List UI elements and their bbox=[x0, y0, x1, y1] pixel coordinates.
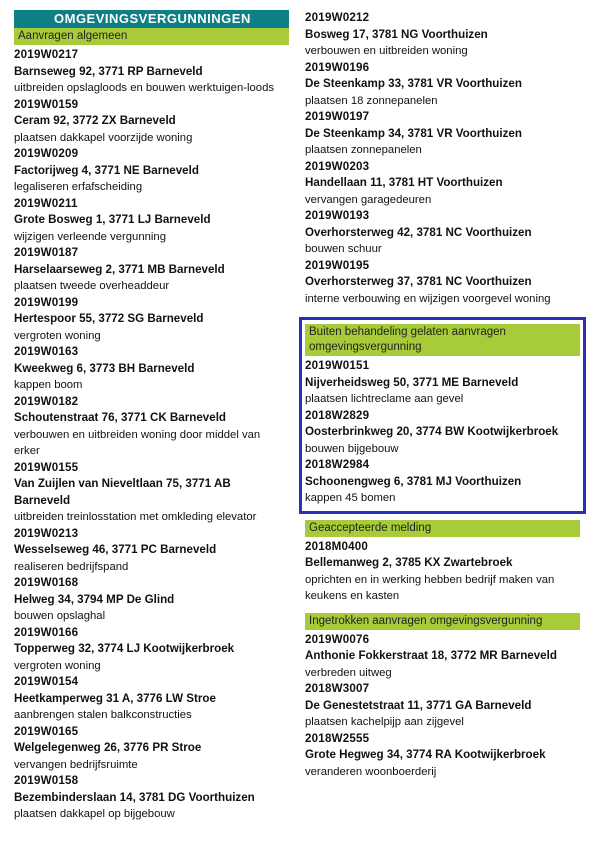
left-column bbox=[14, 10, 289, 823]
permit-code: 2018W2829 bbox=[305, 408, 370, 422]
entries-melding bbox=[305, 539, 580, 605]
permit-description: plaatsen kachelpijp aan zijgevel bbox=[305, 716, 464, 728]
section-banner: OMGEVINGSVERGUNNINGEN bbox=[14, 10, 289, 28]
list-item bbox=[305, 681, 580, 731]
list-item bbox=[305, 408, 580, 458]
permit-description: kappen 45 bomen bbox=[305, 492, 396, 504]
list-item bbox=[14, 97, 289, 147]
permit-address: Overhorsterweg 37, 3781 NC Voorthuizen bbox=[305, 275, 532, 288]
permit-description: vergroten woning bbox=[14, 659, 101, 672]
permit-code: 2019W0211 bbox=[14, 196, 78, 210]
permit-address: Helweg 34, 3794 MP De Glind bbox=[14, 592, 175, 606]
permit-description: realiseren bedrijfspand bbox=[14, 560, 129, 573]
permit-description: interne verbouwing en wijzigen voorgevel woning bbox=[305, 292, 551, 305]
list-item bbox=[305, 208, 580, 258]
permit-address: Nijverheidsweg 50, 3771 ME Barneveld bbox=[305, 375, 519, 389]
list-item bbox=[305, 632, 580, 682]
list-item bbox=[14, 674, 289, 724]
permit-code: 2019W0151 bbox=[305, 359, 370, 372]
permit-description: plaatsen tweede overheaddeur bbox=[14, 280, 170, 292]
permit-code: 2019W0196 bbox=[305, 60, 370, 74]
list-item bbox=[305, 539, 580, 605]
permit-description: wijzigen verleende vergunning bbox=[14, 230, 166, 243]
permit-code: 2019W0195 bbox=[305, 258, 370, 272]
entries-buiten bbox=[305, 358, 580, 507]
permit-address: Grote Bosweg 1, 3771 LJ Barneveld bbox=[14, 213, 211, 226]
list-item bbox=[305, 358, 580, 408]
list-item bbox=[305, 731, 580, 781]
permit-address: Heetkamperweg 31 A, 3776 LW Stroe bbox=[14, 691, 216, 705]
permit-description: plaatsen dakkapel voorzijde woning bbox=[14, 131, 193, 144]
list-item bbox=[305, 60, 580, 110]
highlight-box bbox=[299, 317, 586, 514]
permit-address: Handellaan 11, 3781 HT Voorthuizen bbox=[305, 176, 503, 189]
permit-code: 2018W2984 bbox=[305, 458, 370, 471]
list-item bbox=[305, 109, 580, 159]
permit-code: 2018M0400 bbox=[305, 539, 369, 553]
list-item bbox=[14, 724, 289, 774]
permit-address: Hertespoor 55, 3772 SG Barneveld bbox=[14, 312, 204, 325]
permit-address: Topperweg 32, 3774 LJ Kootwijkerbroek bbox=[14, 642, 235, 655]
permit-description: uitbreiden treinlosstation met omkleding elevator bbox=[14, 511, 257, 523]
right-column bbox=[305, 10, 580, 780]
permit-code: 2019W0193 bbox=[305, 209, 370, 222]
list-item bbox=[14, 196, 289, 246]
list-item bbox=[14, 773, 289, 823]
permit-address: De Genestetstraat 11, 3771 GA Barneveld bbox=[305, 698, 532, 712]
permit-code: 2019W0212 bbox=[305, 11, 370, 24]
list-item bbox=[305, 258, 580, 308]
permit-code: 2018W2555 bbox=[305, 731, 370, 745]
permit-code: 2019W0076 bbox=[305, 632, 370, 646]
permit-code: 2019W0168 bbox=[14, 576, 79, 589]
permit-code: 2019W0155 bbox=[14, 460, 79, 474]
permit-code: 2019W0199 bbox=[14, 295, 79, 309]
list-item bbox=[14, 344, 289, 394]
permit-description: vergroten woning bbox=[14, 329, 101, 342]
permit-description: bouwen schuur bbox=[305, 243, 382, 255]
permit-description: uitbreiden opslagloods en bouwen werktuigen-loods bbox=[14, 82, 275, 94]
permit-description: plaatsen zonnepanelen bbox=[305, 144, 422, 156]
permit-code: 2019W0154 bbox=[14, 675, 79, 688]
list-item bbox=[14, 245, 289, 295]
permit-code: 2019W0197 bbox=[305, 110, 370, 123]
permit-code: 2019W0187 bbox=[14, 246, 79, 259]
list-item bbox=[305, 10, 580, 60]
permit-address: Bellemanweg 2, 3785 KX Zwartebroek bbox=[305, 556, 513, 569]
permit-code: 2019W0217 bbox=[14, 48, 79, 61]
permit-address: Grote Hegweg 34, 3774 RA Kootwijkerbroek bbox=[305, 748, 546, 761]
permit-code: 2019W0213 bbox=[14, 526, 79, 540]
entries-ingetrokken bbox=[305, 632, 580, 781]
permit-code: 2019W0203 bbox=[305, 159, 370, 173]
section-title-buiten: Buiten behandeling gelaten aanvragen omgevingsvergunning bbox=[305, 324, 580, 356]
permit-address: Wesselseweg 46, 3771 PC Barneveld bbox=[14, 543, 217, 556]
permit-description: oprichten en in werking hebben bedrijf maken van keukens en kasten bbox=[305, 573, 555, 602]
permit-address: Barnseweg 92, 3771 RP Barneveld bbox=[14, 64, 203, 78]
section-title-melding: Geaccepteerde melding bbox=[305, 520, 580, 537]
permit-description: veranderen woonboerderij bbox=[305, 765, 437, 778]
permit-address: Kweekweg 6, 3773 BH Barneveld bbox=[14, 361, 195, 375]
permit-description: plaatsen 18 zonnepanelen bbox=[305, 94, 438, 107]
permit-code: 2019W0209 bbox=[14, 147, 79, 160]
permit-description: verbouwen en uitbreiden woning door middel van erker bbox=[14, 428, 261, 457]
permit-code: 2018W3007 bbox=[305, 682, 370, 695]
permit-address: Schoutenstraat 76, 3771 CK Barneveld bbox=[14, 411, 226, 424]
permit-address: Overhorsterweg 42, 3781 NC Voorthuizen bbox=[305, 225, 532, 239]
list-item bbox=[14, 575, 289, 625]
permit-code: 2019W0159 bbox=[14, 97, 79, 111]
permit-address: Bosweg 17, 3781 NG Voorthuizen bbox=[305, 27, 488, 41]
permit-address: Oosterbrinkweg 20, 3774 BW Kootwijkerbroek bbox=[305, 425, 559, 438]
permit-description: vervangen garagedeuren bbox=[305, 193, 432, 206]
permit-description: vervangen bedrijfsruimte bbox=[14, 758, 138, 771]
permit-description: verbouwen en uitbreiden woning bbox=[305, 45, 468, 57]
list-item bbox=[14, 460, 289, 526]
permit-address: De Steenkamp 34, 3781 VR Voorthuizen bbox=[305, 126, 522, 140]
permit-description: legaliseren erfafscheiding bbox=[14, 181, 143, 193]
list-item bbox=[14, 146, 289, 196]
list-item bbox=[14, 526, 289, 576]
permit-address: Bezembinderslaan 14, 3781 DG Voorthuizen bbox=[14, 790, 255, 804]
entries-aanvragen-cont bbox=[305, 10, 580, 307]
permit-description: bouwen opslaghal bbox=[14, 610, 106, 622]
permit-code: 2019W0166 bbox=[14, 625, 79, 639]
section-title-ingetrokken: Ingetrokken aanvragen omgevingsvergunning bbox=[305, 613, 580, 630]
permit-description: plaatsen dakkapel op bijgebouw bbox=[14, 808, 175, 820]
section-title-aanvragen: Aanvragen algemeen bbox=[14, 28, 289, 45]
list-item bbox=[305, 457, 580, 507]
list-item bbox=[305, 159, 580, 209]
permit-description: verbreden uitweg bbox=[305, 666, 392, 679]
permit-description: kappen boom bbox=[14, 379, 83, 391]
list-item bbox=[14, 394, 289, 460]
permit-code: 2019W0158 bbox=[14, 774, 79, 787]
entries-aanvragen bbox=[14, 47, 289, 823]
permit-description: bouwen bijgebouw bbox=[305, 442, 399, 455]
permit-address: Ceram 92, 3772 ZX Barneveld bbox=[14, 114, 176, 127]
permit-address: Factorijweg 4, 3771 NE Barneveld bbox=[14, 163, 199, 177]
permit-address: Van Zuijlen van Nieveltlaan 75, 3771 AB Barneveld bbox=[14, 477, 231, 507]
permit-description: plaatsen lichtreclame aan gevel bbox=[305, 393, 464, 405]
permit-code: 2019W0182 bbox=[14, 394, 79, 408]
permit-description: aanbrengen stalen balkconstructies bbox=[14, 709, 192, 721]
permit-address: Schoonengweg 6, 3781 MJ Voorthuizen bbox=[305, 474, 522, 488]
list-item bbox=[14, 625, 289, 675]
permit-address: Welgelegenweg 26, 3776 PR Stroe bbox=[14, 741, 202, 754]
permit-address: Harselaarseweg 2, 3771 MB Barneveld bbox=[14, 262, 225, 276]
permit-code: 2019W0163 bbox=[14, 345, 79, 358]
permit-code: 2019W0165 bbox=[14, 724, 79, 738]
permit-address: De Steenkamp 33, 3781 VR Voorthuizen bbox=[305, 77, 522, 90]
list-item bbox=[14, 47, 289, 97]
list-item bbox=[14, 295, 289, 345]
permit-address: Anthonie Fokkerstraat 18, 3772 MR Barneveld bbox=[305, 649, 557, 662]
